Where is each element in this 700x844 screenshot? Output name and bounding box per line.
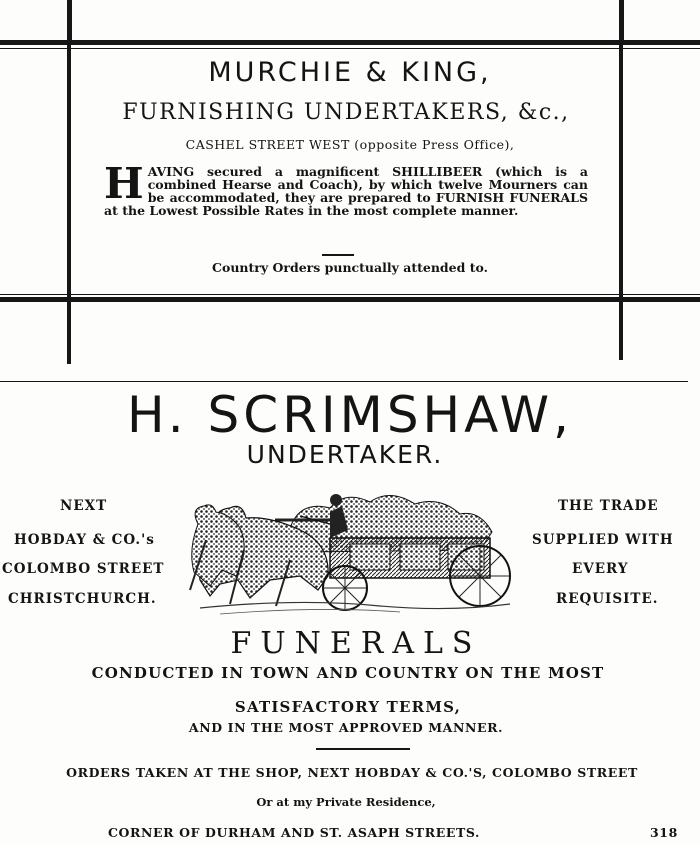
frame-line (67, 302, 71, 364)
frame-line (619, 0, 624, 42)
scrimshaw-title: H. SCRIMSHAW, (127, 386, 573, 444)
right-line: REQUISITE. (556, 591, 659, 607)
drop-cap: H (104, 159, 144, 208)
right-line: THE TRADE (558, 498, 659, 514)
murchie-subtitle: FURNISHING UNDERTAKERS, &c., (122, 100, 570, 125)
funerals-heading: FUNERALS (230, 626, 482, 661)
murchie-address: CASHEL STREET WEST (opposite Press Office), (185, 137, 515, 152)
left-line: CHRISTCHURCH. (8, 591, 157, 607)
hearse-illustration (180, 480, 520, 620)
right-line: EVERY (572, 561, 629, 577)
murchie-title: MURCHIE & KING, (208, 57, 492, 88)
frame-line (0, 48, 700, 49)
left-line: COLOMBO STREET (2, 561, 165, 577)
residence-line: Or at my Private Residence, (256, 795, 436, 809)
scrimshaw-subtitle: UNDERTAKER. (246, 440, 444, 469)
corner-line: CORNER OF DURHAM AND ST. ASAPH STREETS. (108, 825, 480, 840)
frame-line (67, 0, 72, 42)
right-line: SUPPLIED WITH (532, 532, 674, 548)
frame-line (619, 302, 623, 360)
left-line: HOBDAY & CO.'s (14, 532, 155, 548)
divider (316, 748, 410, 750)
frame-line (0, 297, 700, 302)
manner-line: AND IN THE MOST APPROVED MANNER. (188, 720, 504, 735)
page-number: 318 (650, 825, 678, 840)
frame-line (0, 40, 700, 45)
murchie-body (104, 159, 588, 218)
murchie-body-text: AVING secured a magnificent SHILLIBEER (which is a combined Hearse and Coach), by which twelve Mourners can be accommodated, they are prepared to FURNISH FUNERALS at the Lowest Possible Rates in the most complete manner. (104, 164, 588, 218)
terms-line: SATISFACTORY TERMS, (234, 698, 462, 716)
divider (322, 254, 354, 256)
left-line: NEXT (60, 498, 108, 514)
conducted-line: CONDUCTED IN TOWN AND COUNTRY ON THE MOST (91, 664, 605, 682)
murchie-country-orders: Country Orders punctually attended to. (212, 260, 488, 275)
orders-line: ORDERS TAKEN AT THE SHOP, NEXT HOBDAY & CO.'S, COLOMBO STREET (66, 765, 638, 780)
frame-line (0, 294, 700, 295)
separator-line (0, 381, 688, 382)
